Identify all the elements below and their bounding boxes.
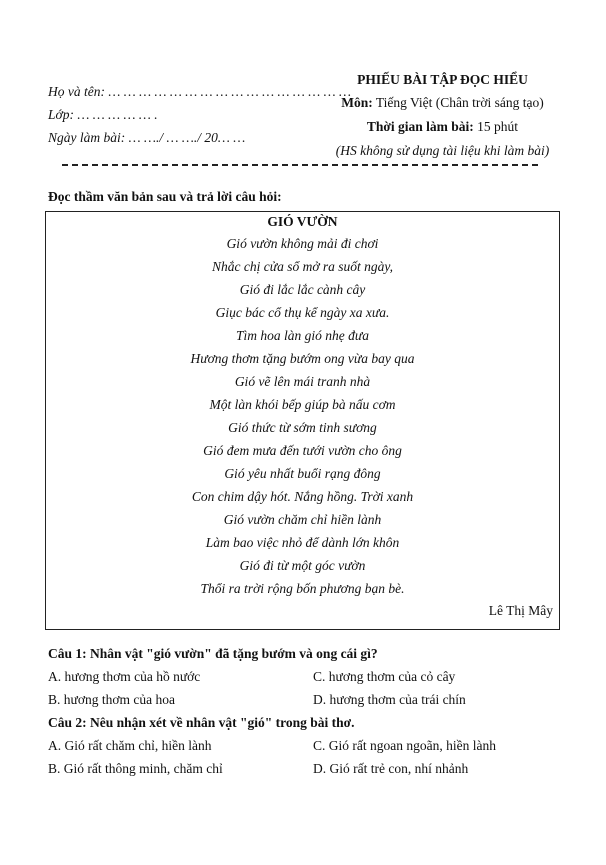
exam-note: (HS không sử dụng tài liệu khi làm bài) — [335, 143, 550, 158]
question-1-text: Câu 1: Nhân vật "gió vườn" đã tặng bướm và ong cái gì? — [48, 646, 378, 661]
question-1-option-b[interactable]: B. hương thơm của hoa — [48, 692, 175, 707]
question-2-option-b[interactable]: B. Gió rất thông minh, chăm chỉ — [48, 761, 223, 776]
poem-line: Nhắc chị cửa sổ mở ra suốt ngày, — [211, 259, 394, 274]
poem-line: Một làn khói bếp giúp bà nấu cơm — [209, 397, 396, 412]
poem-line: Gió đi từ một góc vườn — [239, 558, 366, 573]
worksheet-title: PHIẾU BÀI TẬP ĐỌC HIỂU — [357, 72, 528, 87]
dashed-separator — [62, 164, 538, 166]
student-name-blank[interactable]: … … … … … … … … … … … … … … … … — [108, 84, 352, 99]
poem-author: Lê Thị Mây — [488, 603, 553, 618]
student-name-field[interactable] — [48, 84, 351, 100]
subject-value: Tiếng Việt (Chân trời sáng tạo) — [372, 95, 544, 110]
question-1-option-d[interactable]: D. hương thơm của trái chín — [313, 692, 466, 707]
class-blank[interactable]: … … … … … . — [77, 107, 158, 122]
time-line — [310, 119, 575, 135]
poem-line: Gió vườn không mải đi chơi — [226, 236, 379, 251]
date-blank[interactable]: … …./ … …./ 20… … — [128, 130, 246, 145]
question-1-option-a[interactable]: A. hương thơm của hồ nước — [48, 669, 201, 684]
question-2-text: Câu 2: Nêu nhận xét về nhân vật "gió" trong bài thơ. — [48, 715, 355, 730]
poem-line: Gió đi lắc lắc cành cây — [239, 282, 366, 297]
poem-box — [45, 211, 560, 630]
question-2-option-a[interactable]: A. Gió rất chăm chỉ, hiền lành — [48, 738, 212, 753]
poem-line: Gió vườn chăm chỉ hiền lành — [223, 512, 382, 527]
poem-line: Gió vẽ lên mái tranh nhà — [234, 374, 371, 389]
poem-line: Giục bác cổ thụ kể ngày xa xưa. — [215, 305, 390, 320]
poem-line: Gió đem mưa đến tưới vườn cho ông — [203, 443, 402, 458]
question-2-option-d[interactable]: D. Gió rất trẻ con, nhí nhảnh — [313, 761, 469, 776]
student-name-label: Họ và tên: — [48, 84, 109, 99]
subject-label: Môn: — [341, 95, 373, 110]
poem-line: Hương thơm tặng bướm ong vừa bay qua — [190, 351, 415, 366]
class-label: Lớp: — [48, 107, 78, 122]
poem-line: Gió thức từ sớm tinh sương — [228, 420, 377, 435]
time-value: 15 phút — [473, 119, 519, 134]
poem-line: Tìm hoa làn gió nhẹ đưa — [236, 328, 369, 343]
time-label: Thời gian làm bài: — [366, 119, 474, 134]
class-field[interactable] — [48, 107, 158, 123]
question-2-option-c[interactable]: C. Gió rất ngoan ngoãn, hiền lành — [313, 738, 496, 753]
question-1-option-c[interactable]: C. hương thơm của cỏ cây — [313, 669, 456, 684]
poem-line: Con chim dậy hót. Nắng hồng. Trời xanh — [191, 489, 414, 504]
reading-instruction: Đọc thầm văn bản sau và trả lời câu hỏi: — [48, 189, 282, 204]
poem-line: Làm bao việc nhỏ để dành lớn khôn — [205, 535, 400, 550]
date-field[interactable] — [48, 130, 245, 146]
subject-line — [310, 95, 575, 111]
poem-line: Gió yêu nhất buổi rạng đông — [224, 466, 381, 481]
poem-line: Thổi ra trời rộng bốn phương bạn bè. — [200, 581, 405, 596]
poem-title: GIÓ VƯỜN — [267, 214, 338, 229]
date-label: Ngày làm bài: — [48, 130, 129, 145]
